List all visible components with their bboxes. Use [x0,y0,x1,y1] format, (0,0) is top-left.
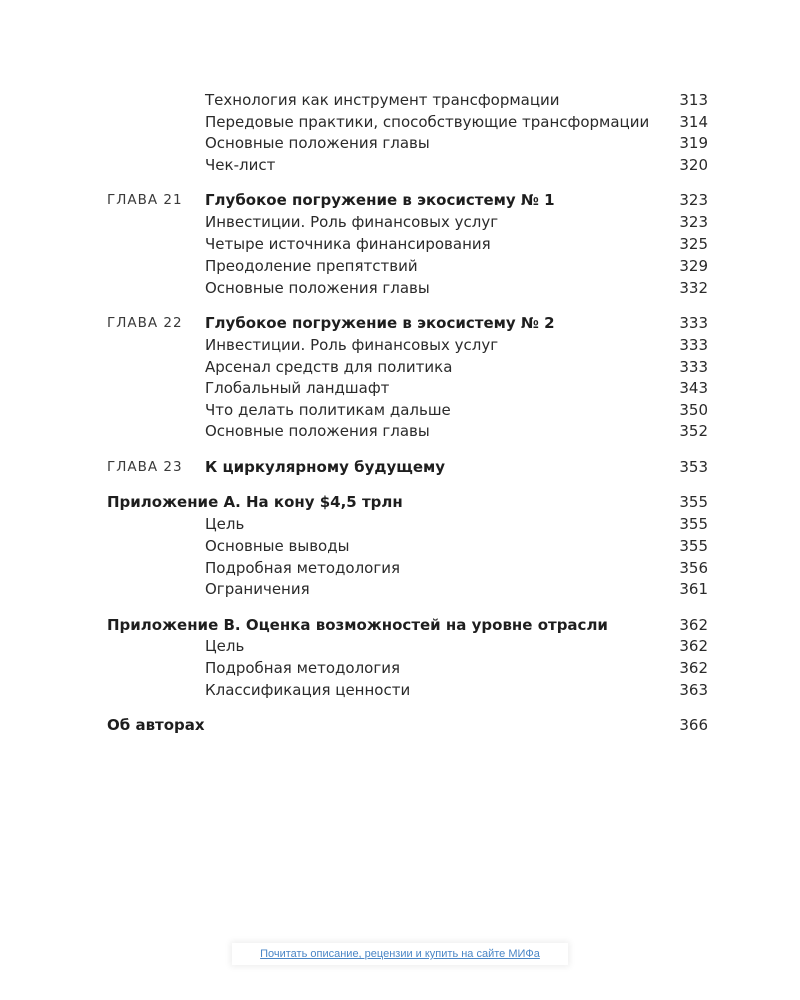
toc-entry [0,535,800,557]
toc-entry-title: Что делать политикам дальше [205,401,451,419]
toc-entry [0,132,800,154]
toc-entry [0,578,800,600]
chapter-label: ГЛАВА 21 [107,192,183,208]
appendix-heading [0,614,800,636]
toc-entry-page: 356 [679,559,708,577]
toc-entry-title: Четыре источника финансирования [205,235,491,253]
chapter-title: К циркулярному будущему [205,458,446,476]
toc-entry [0,356,800,378]
chapter-page: 333 [679,314,708,332]
toc-entry-page: 323 [679,213,708,231]
toc-entry-page: 362 [679,659,708,677]
toc-entry [0,635,800,657]
toc-entry-title: Основные выводы [205,537,350,555]
toc-entry-title: Глобальный ландшафт [205,379,390,397]
toc-entry-title: Преодоление препятствий [205,257,418,275]
appendix-heading [0,491,800,513]
toc-entry-title: Основные положения главы [205,134,430,152]
toc-entry-title: Классификация ценности [205,681,411,699]
toc-entry-page: 314 [679,113,708,131]
chapter-heading [0,312,800,334]
toc-entry-page: 332 [679,279,708,297]
toc-entry [0,111,800,133]
toc-entry-page: 355 [679,515,708,533]
authors-page: 366 [679,716,708,734]
chapter-page: 353 [679,458,708,476]
toc-entry-page: 329 [679,257,708,275]
toc-entry-title: Подробная методология [205,659,400,677]
appendix-page: 362 [679,616,708,634]
appendix-page: 355 [679,493,708,511]
toc-entry-page: 355 [679,537,708,555]
toc-entry-title: Передовые практики, способствующие трансформации [205,113,650,131]
toc-entry [0,399,800,421]
chapter-title: Глубокое погружение в экосистему № 2 [205,314,555,332]
toc-entry-page: 362 [679,637,708,655]
chapter-title: Глубокое погружение в экосистему № 1 [205,191,555,209]
buy-book-link[interactable]: Почитать описание, рецензии и купить на сайте МИФа [232,943,568,965]
toc-entry-page: 363 [679,681,708,699]
toc-entry-title: Инвестиции. Роль финансовых услуг [205,336,499,354]
toc-entry [0,154,800,176]
toc-entry [0,420,800,442]
toc-entry-title: Чек-лист [205,156,276,174]
toc-entry [0,657,800,679]
toc-entry-page: 333 [679,358,708,376]
chapter-heading [0,456,800,478]
toc-entry-page: 313 [679,91,708,109]
toc-entry-page: 350 [679,401,708,419]
chapter-label: ГЛАВА 23 [107,459,183,475]
toc-entry-title: Подробная методология [205,559,400,577]
appendix-title: Приложение В. Оценка возможностей на уровне отрасли [107,616,608,634]
authors-heading [0,714,800,736]
chapter-label: ГЛАВА 22 [107,315,183,331]
toc-entry [0,233,800,255]
authors-title: Об авторах [107,716,205,734]
toc-entry-title: Основные положения главы [205,422,430,440]
toc-entry [0,513,800,535]
toc-entry-title: Инвестиции. Роль финансовых услуг [205,213,499,231]
toc-entry-page: 361 [679,580,708,598]
toc-entry-title: Основные положения главы [205,279,430,297]
toc-entry [0,277,800,299]
toc-entry-title: Арсенал средств для политика [205,358,453,376]
toc-entry-page: 320 [679,156,708,174]
toc-entry-page: 319 [679,134,708,152]
toc-entry-title: Цель [205,515,245,533]
toc-entry [0,377,800,399]
toc-entry-title: Ограничения [205,580,310,598]
toc-entry [0,679,800,701]
toc-entry [0,255,800,277]
toc-entry-title: Технология как инструмент трансформации [205,91,560,109]
chapter-heading [0,189,800,211]
toc-entry-page: 352 [679,422,708,440]
chapter-page: 323 [679,191,708,209]
appendix-title: Приложение А. На кону $4,5 трлн [107,493,403,511]
toc-entry [0,557,800,579]
toc-entry-page: 325 [679,235,708,253]
toc-entry-title: Цель [205,637,245,655]
toc-entry [0,211,800,233]
toc-entry-page: 343 [679,379,708,397]
toc-entry [0,89,800,111]
toc-entry [0,334,800,356]
toc-entry-page: 333 [679,336,708,354]
